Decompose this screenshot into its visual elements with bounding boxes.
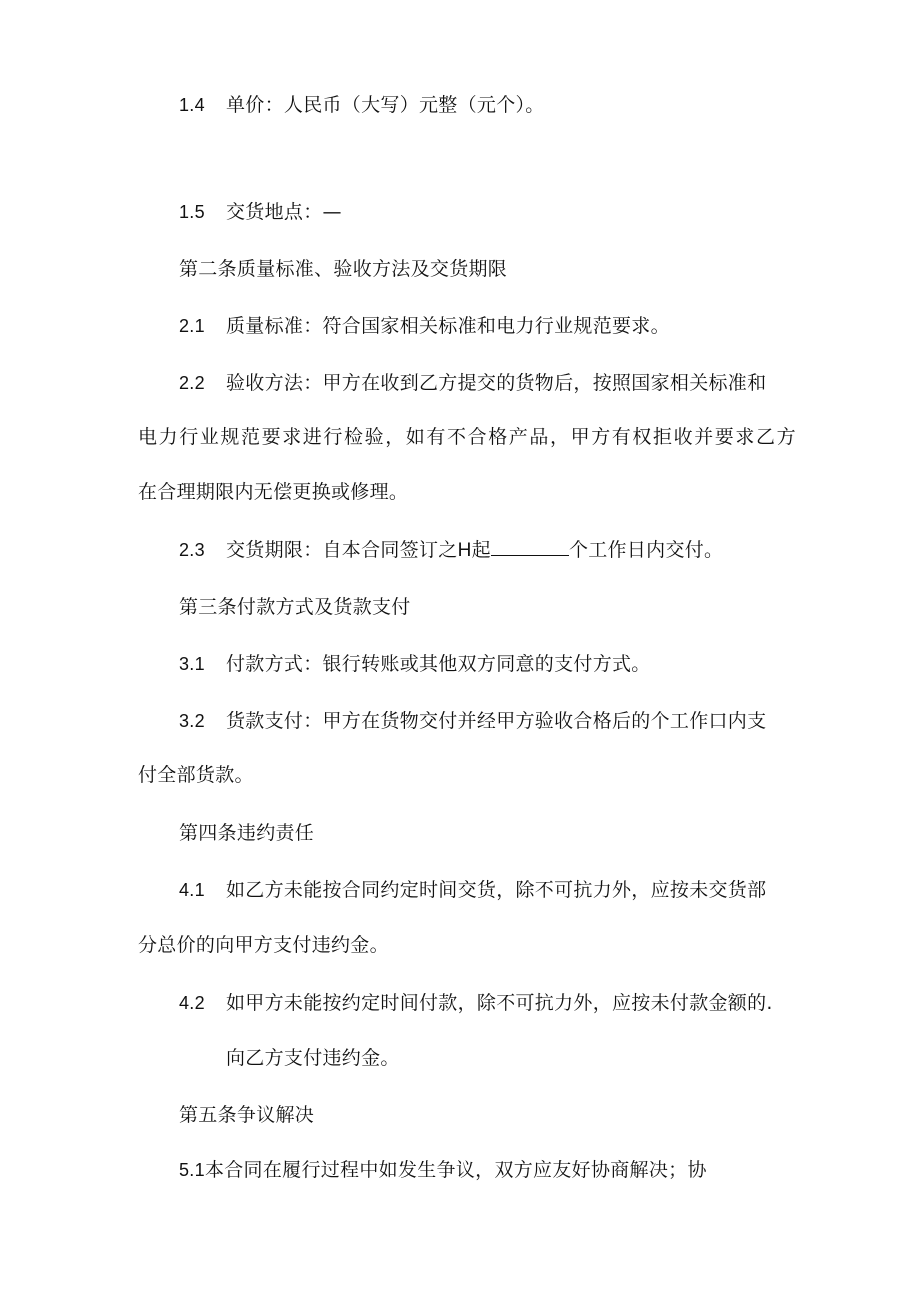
clause-text: 如乙方未能按合同约定时间交货，除不可抗力外，应按未交货部 (226, 879, 767, 901)
clause-3-2-line-2 (138, 762, 254, 788)
article-4-heading (179, 820, 314, 846)
clause-text: 如甲方未能按约定时间付款，除不可抗力外，应按未付款金额的. (226, 992, 773, 1014)
clause-text: 交货地点：— (226, 201, 342, 223)
article-5-heading (179, 1102, 314, 1128)
clause-1-5 (179, 199, 342, 225)
article-2-heading (179, 256, 507, 282)
clause-2-2-line-3 (138, 479, 408, 505)
clause-text: 本合同在履行过程中如发生争议，双方应友好协商解决；协 (204, 1159, 707, 1181)
clause-number: 5.1 (179, 1160, 205, 1180)
clause-number: 3.2 (179, 711, 205, 731)
heading-text: 第四条违约责任 (179, 822, 315, 844)
clause-text: 向乙方支付违约金。 (226, 1047, 400, 1069)
clause-text: 分总价的向甲方支付违约金。 (138, 934, 389, 956)
clause-2-1 (179, 313, 670, 339)
heading-text: 第二条质量标准、验收方法及交货期限 (179, 258, 508, 280)
article-3-heading (179, 594, 411, 620)
clause-3-1 (179, 651, 651, 677)
heading-text: 第五条争议解决 (179, 1104, 315, 1126)
clause-text: 付款方式：银行转账或其他双方同意的支付方式。 (226, 653, 651, 675)
clause-2-2-line-1 (179, 370, 766, 396)
clause-number: 1.4 (179, 95, 205, 115)
clause-number: 2.1 (179, 316, 205, 336)
fill-in-blank (491, 537, 569, 556)
clause-4-1-line-2 (138, 932, 389, 958)
clause-text-h: H (457, 540, 472, 561)
clause-3-2-line-1 (179, 708, 766, 734)
clause-number: 3.1 (179, 654, 205, 674)
clause-text: 在合理期限内无偿更换或修理。 (138, 481, 409, 503)
clause-text: 电力行业规范要求进行检验，如有不合格产品，甲方有权拒收并要求乙方 (138, 426, 798, 448)
clause-4-1-line-1 (179, 877, 766, 903)
heading-text: 第三条付款方式及货款支付 (179, 596, 411, 618)
clause-2-2-line-2 (138, 424, 797, 450)
clause-text: 单价：人民币（大写）元整（元个）。 (226, 94, 545, 116)
clause-text: 起 (471, 539, 491, 561)
clause-text: 付全部货款。 (138, 764, 254, 786)
clause-4-2-line-1 (179, 990, 773, 1016)
clause-number: 4.2 (179, 993, 205, 1013)
clause-4-2-line-2 (226, 1045, 400, 1071)
clause-number: 4.1 (179, 880, 205, 900)
clause-text: 质量标准：符合国家相关标准和电力行业规范要求。 (226, 315, 670, 337)
clause-text: 货款支付：甲方在货物交付并经甲方验收合格后的个工作口内支 (226, 710, 767, 732)
clause-1-4 (179, 92, 545, 118)
clause-2-3 (179, 537, 723, 564)
clause-text: 验收方法：甲方在收到乙方提交的货物后，按照国家相关标准和 (226, 372, 767, 394)
clause-number: 2.3 (179, 540, 205, 560)
clause-number: 1.5 (179, 202, 205, 222)
clause-text: 交货期限：自本合同签订之 (226, 539, 458, 561)
clause-5-1 (179, 1157, 707, 1183)
clause-text: 个工作日内交付。 (568, 539, 724, 561)
clause-number: 2.2 (179, 373, 205, 393)
